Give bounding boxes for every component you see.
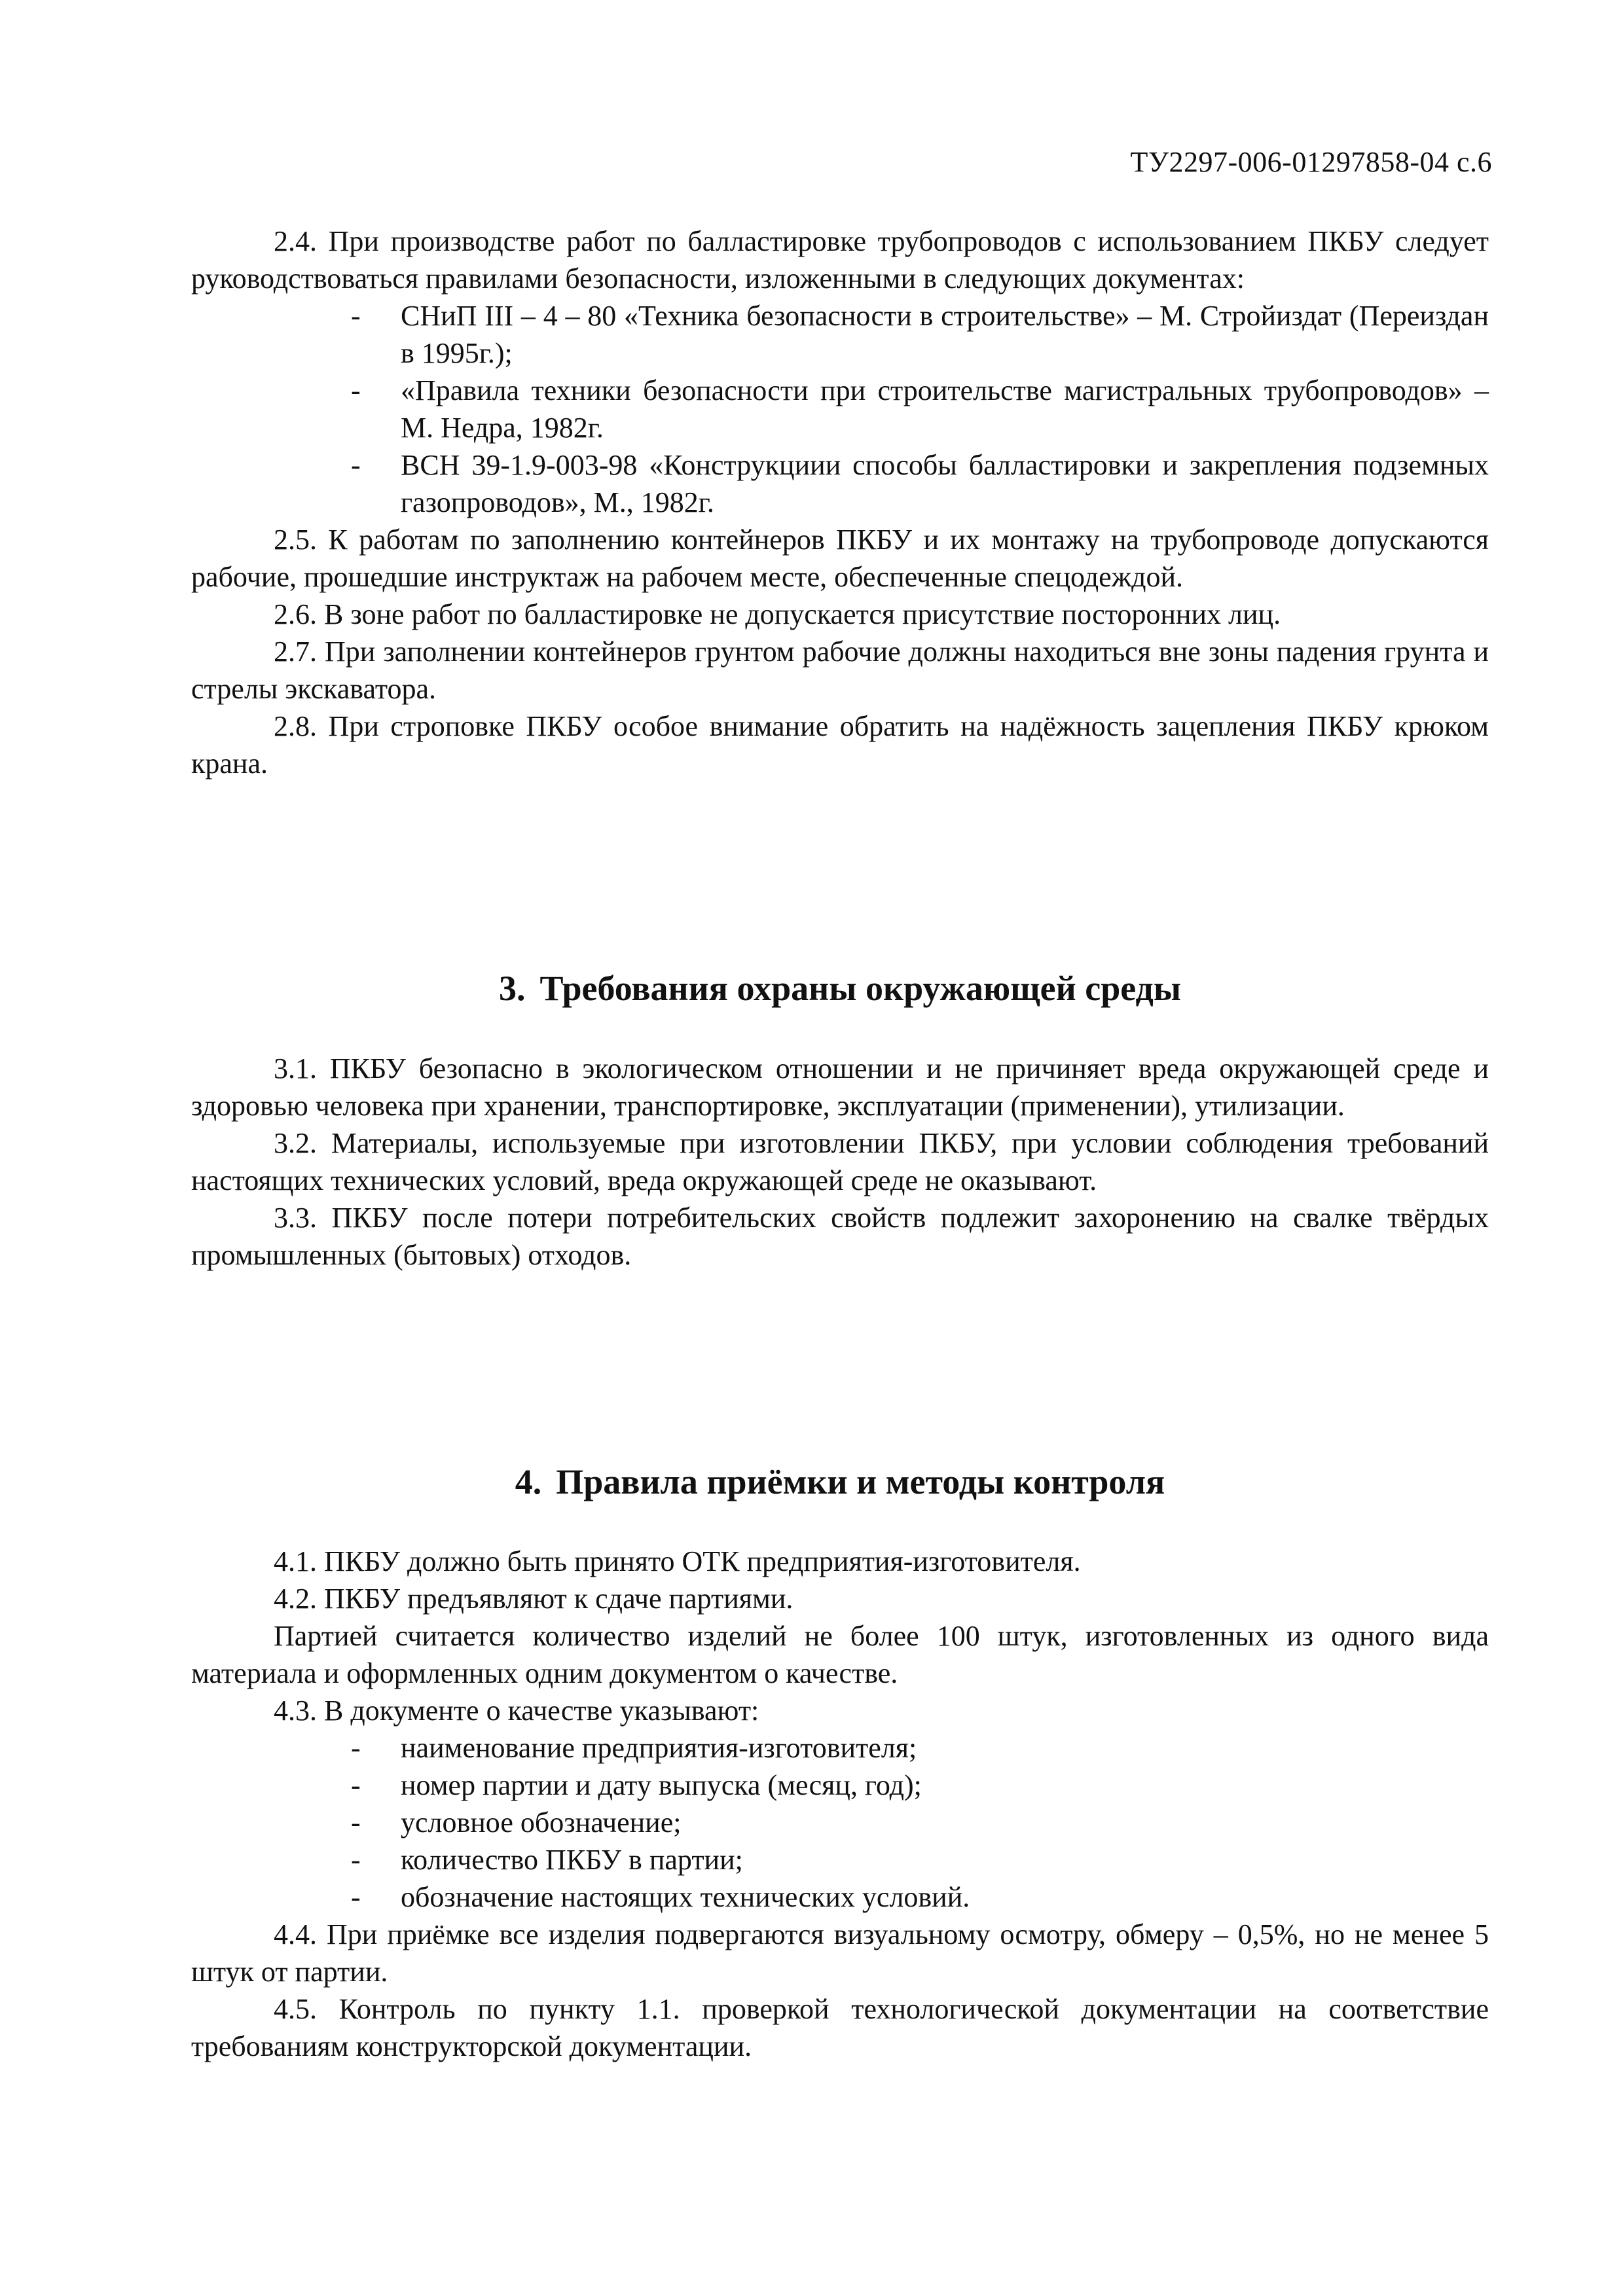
paragraph-3-1: 3.1. ПКБУ безопасно в экологическом отношении и не причиняет вреда окружающей среде и здоровью человека при хранении, транспортировке, эксплуатации (применении), утилизации.	[191, 1052, 1489, 1122]
list-item: - ВСН 39-1.9-003-98 «Конструкциии способы балластировки и закрепления подземных газопроводов», М., 1982г.	[191, 446, 1489, 521]
list-item: - «Правила техники безопасности при строительстве магистральных трубопроводов» – М. Недра, 1982г.	[191, 372, 1489, 446]
list-dash: -	[351, 449, 361, 481]
paragraph-3-2: 3.2. Материалы, используемые при изготовлении ПКБУ, при условии соблюдения требований настоящих технических условий, вреда окружающей среде не оказывают.	[191, 1127, 1489, 1196]
paragraph-2-6: 2.6. В зоне работ по балластировке не допускается присутствие посторонних лиц.	[274, 598, 1281, 630]
section-4-title: Правила приёмки и методы контроля	[556, 1462, 1165, 1501]
paragraph-2-8: 2.8. При строповке ПКБУ особое внимание обратить на надёжность зацепления ПКБУ крюком крана.	[191, 710, 1489, 780]
document-code: ТУ2297-006-01297858-04 с.6	[1130, 146, 1492, 178]
list-item: - наименование предприятия-изготовителя;	[191, 1729, 1489, 1767]
paragraph-4-4: 4.4. При приёмке все изделия подвергаются визуальному осмотру, обмеру – 0,5%, но не менее 5 штук от партии.	[191, 1918, 1489, 1988]
section-3-number: 3.	[498, 969, 526, 1008]
list-item: - обозначение настоящих технических условий.	[191, 1878, 1489, 1916]
list-dash: -	[351, 300, 361, 332]
paragraph-2-7: 2.7. При заполнении контейнеров грунтом рабочие должны находиться вне зоны падения грунта и стрелы экскаватора.	[191, 636, 1489, 705]
section-4-heading	[191, 1461, 1489, 1503]
safety-documents-list	[191, 297, 1489, 521]
section-2-safety	[191, 223, 1489, 782]
paragraph-2-5: 2.5. К работам по заполнению контейнеров ПКБУ и их монтажу на трубопроводе допускаются рабочие, прошедшие инструктаж на рабочем месте, обеспеченные спецодеждой.	[191, 524, 1489, 593]
section-4-number: 4.	[515, 1462, 542, 1501]
list-dash: -	[351, 1769, 361, 1801]
paragraph-4-2: 4.2. ПКБУ предъявляют к сдаче партиями.	[274, 1583, 793, 1615]
paragraph-4-5: 4.5. Контроль по пункту 1.1. проверкой технологической документации на соответствие требованиям конструкторской документации.	[191, 1993, 1489, 2062]
list-item: - количество ПКБУ в партии;	[191, 1841, 1489, 1878]
paragraph-2-4: 2.4. При производстве работ по балластировке трубопроводов с использованием ПКБУ следует руководствоваться правилами безопасности, изложенными в следующих документах:	[191, 225, 1489, 295]
list-dash: -	[351, 1844, 361, 1876]
list-dash: -	[351, 1806, 361, 1839]
paragraph-4-1: 4.1. ПКБУ должно быть принято ОТК предприятия-изготовителя.	[274, 1545, 1081, 1577]
list-dash: -	[351, 1881, 361, 1913]
list-dash: -	[351, 374, 361, 406]
section-3-body	[191, 1050, 1489, 1274]
list-item: - СНиП III – 4 – 80 «Техника безопасности в строительстве» – М. Стройиздат (Переиздан в 1995г.);	[191, 297, 1489, 372]
list-dash: -	[351, 1732, 361, 1764]
list-item: - условное обозначение;	[191, 1804, 1489, 1841]
section-3-title: Требования охраны окружающей среды	[539, 969, 1181, 1008]
paragraph-4-2-batch: Партией считается количество изделий не более 100 штук, изготовленных из одного вида материала и оформленных одним документом о качестве.	[191, 1620, 1489, 1689]
section-4-body	[191, 1543, 1489, 2065]
section-3-heading	[191, 967, 1489, 1009]
paragraph-3-3: 3.3. ПКБУ после потери потребительских свойств подлежит захоронению на свалке твёрдых промышленных (бытовых) отходов.	[191, 1202, 1489, 1271]
paragraph-4-3: 4.3. В документе о качестве указывают:	[274, 1695, 759, 1727]
list-item: - номер партии и дату выпуска (месяц, год);	[191, 1767, 1489, 1804]
quality-document-items-list	[191, 1729, 1489, 1916]
